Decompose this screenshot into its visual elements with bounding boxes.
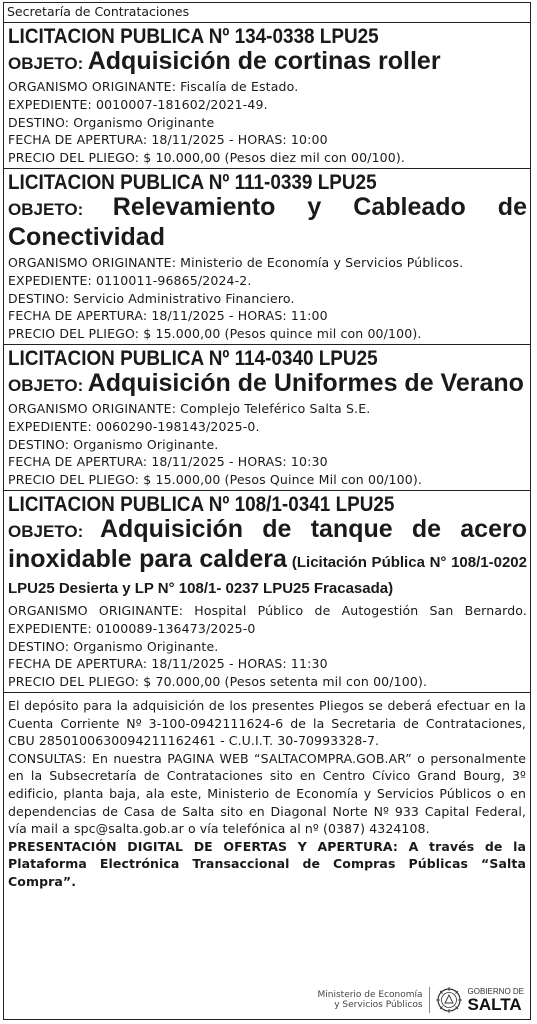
objeto-text: Adquisición de Uniformes de Verano xyxy=(87,368,524,397)
info-destino: DESTINO: Organismo Originante. xyxy=(8,436,219,452)
info-precio: PRECIO DEL PLIEGO: $ 70.000,00 (Pesos setenta mil con 00/100). xyxy=(8,674,428,690)
footer-consultas: CONSULTAS: En nuestra PAGINA WEB “SALTACOMPRA.GOB.AR” o personalmente en la Subsecretaría de Contrataciones sito en Centro Cívico Grand Bourg, 3º edificio, planta baja, ala este, Ministerio de Economía y Servicios Públicos o en dependencias de Casa de Salta sito en Diagonal Norte Nº 933 Capital Federal, vía mail a spc@salta.gob.ar o vía telefónica al nº (0387) 4324108. xyxy=(8,750,526,837)
objeto-label: OBJETO: xyxy=(8,54,84,73)
info-apertura: FECHA DE APERTURA: 18/11/2025 - HORAS: 11:00 xyxy=(8,308,328,324)
footer xyxy=(4,693,530,891)
info-expediente: EXPEDIENTE: 0010007-181602/2021-49. xyxy=(8,96,268,112)
info-destino: DESTINO: Organismo Originante. xyxy=(8,638,219,654)
salta-label: SALTA xyxy=(467,994,522,1014)
objeto-text: Adquisición de cortinas roller xyxy=(87,47,441,75)
objeto-text: Adquisición de tanque de acero inoxidable para caldera xyxy=(8,514,527,573)
info-apertura: FECHA DE APERTURA: 18/11/2025 - HORAS: 10:00 xyxy=(8,132,328,148)
info-expediente: EXPEDIENTE: 0060290-198143/2025-0. xyxy=(8,418,260,434)
info-organismo: ORGANISMO ORIGINANTE: Fiscalía de Estado. xyxy=(8,79,299,94)
info-apertura: FECHA DE APERTURA: 18/11/2025 - HORAS: 11:30 xyxy=(8,656,328,672)
ministerio-line-1: Ministerio de Economía xyxy=(317,990,423,1000)
licitacion-block-1 xyxy=(4,23,530,169)
info-apertura: FECHA DE APERTURA: 18/11/2025 - HORAS: 10:30 xyxy=(8,454,328,470)
section-header: Secretaría de Contrataciones xyxy=(4,3,530,23)
licitacion-block-2 xyxy=(4,169,530,345)
notice-frame xyxy=(3,2,531,1020)
ministerio-label xyxy=(318,990,423,1010)
objeto xyxy=(8,370,527,400)
licitacion-title: LICITACION PUBLICA Nº 134-0338 LPU25 xyxy=(8,24,379,48)
licitacion-title: LICITACION PUBLICA Nº 111-0339 LPU25 xyxy=(8,169,377,194)
objeto-label: OBJETO: xyxy=(8,521,84,541)
licitacion-block-4 xyxy=(4,491,530,693)
objeto-label: OBJETO: xyxy=(8,199,84,219)
objeto-note: (Licitación Pública N° 108/1-0202 LPU25 Desierta y LP N° 108/1- 0237 LPU25 Fracasada) xyxy=(8,553,527,597)
licitacion-title: LICITACION PUBLICA Nº 108/1-0341 LPU25 xyxy=(8,491,395,516)
gobierno-de-label: GOBIERNO DE xyxy=(467,986,524,996)
info-organismo: ORGANISMO ORIGINANTE: Hospital Público de Autogestión San Bernardo. EXPEDIENTE: 0100089-136473/2025-0 xyxy=(8,602,527,636)
logos xyxy=(318,985,525,1015)
logo-divider xyxy=(429,987,430,1013)
licitacion-info xyxy=(8,78,527,167)
footer-deposito: El depósito para la adquisición de los presentes Pliegos se deberá efectuar en la Cuenta Corriente Nº 3-100-0942111624-6 de la Secretaria de Contrataciones, CBU 2850100630094211162461 - C.U.I.T. 30-70993328-7. xyxy=(8,697,526,749)
objeto xyxy=(8,48,527,78)
licitacion-info xyxy=(8,602,527,691)
footer-presentacion: PRESENTACIÓN DIGITAL DE OFERTAS Y APERTURA: A través de la Plataforma Electrónica Transaccional de Compras Públicas “Salta Compra”. xyxy=(8,838,526,889)
licitacion-info xyxy=(8,400,527,489)
objeto-text: Relevamiento y Cableado de Conectividad xyxy=(8,192,527,251)
info-organismo: ORGANISMO ORIGINANTE: Ministerio de Economía y Servicios Públicos. xyxy=(8,254,464,270)
licitacion-title: LICITACION PUBLICA Nº 114-0340 LPU25 xyxy=(8,345,378,370)
info-destino: DESTINO: Servicio Administrativo Financiero. xyxy=(8,290,295,306)
licitacion-info xyxy=(8,254,527,343)
info-precio: PRECIO DEL PLIEGO: $ 15.000,00 (Pesos Quince Mil con 00/100). xyxy=(8,472,422,488)
ministerio-line-2: y Servicios Públicos xyxy=(334,1000,423,1010)
objeto xyxy=(8,516,527,602)
salta-emblem-icon xyxy=(436,985,462,1015)
gobierno-salta-logo xyxy=(468,988,524,1013)
info-precio: PRECIO DEL PLIEGO: $ 10.000,00 (Pesos diez mil con 00/100). xyxy=(8,150,406,166)
info-expediente: EXPEDIENTE: 0110011-96865/2024-2. xyxy=(8,272,252,288)
licitacion-block-3 xyxy=(4,345,530,491)
info-destino: DESTINO: Organismo Originante xyxy=(8,114,215,130)
info-precio: PRECIO DEL PLIEGO: $ 15.000,00 (Pesos quince mil con 00/100). xyxy=(8,326,422,342)
info-organismo: ORGANISMO ORIGINANTE: Complejo Teleférico Salta S.E. xyxy=(8,400,371,416)
objeto xyxy=(8,194,527,254)
objeto-label: OBJETO: xyxy=(8,375,84,395)
